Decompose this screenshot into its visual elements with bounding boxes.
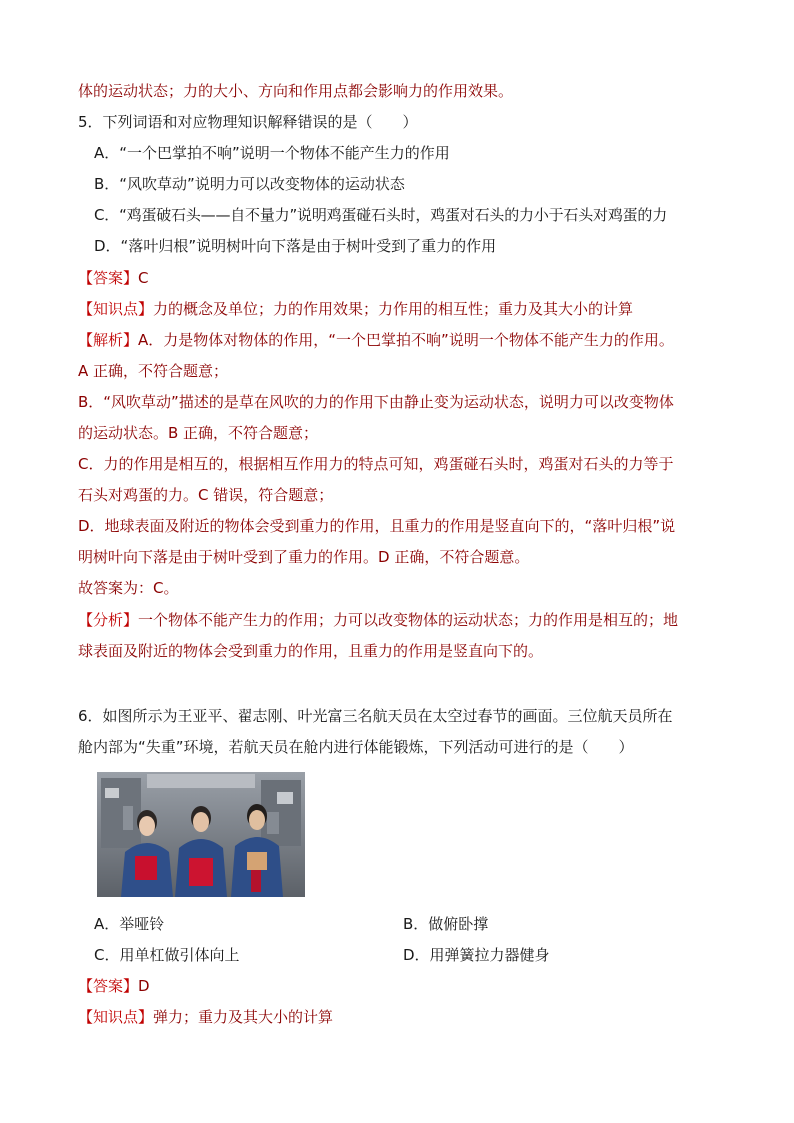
knowledge-tag: 【知识点】 bbox=[78, 1008, 154, 1026]
analysis-text: A．力是物体对物体的作用，“一个巴掌拍不响”说明一个物体不能产生力的作用。 bbox=[138, 331, 674, 349]
q5-analysis-line-3: 的运动状态。B 正确，不符合题意； bbox=[78, 424, 319, 442]
comment-tag: 【分析】 bbox=[78, 611, 139, 629]
q5-option-b: B．“风吹草动”说明力可以改变物体的运动状态 bbox=[94, 175, 405, 193]
q5-analysis-line-5: 石头对鸡蛋的力。C 错误，符合题意； bbox=[78, 486, 334, 504]
analysis-tag: 【解析】 bbox=[78, 331, 139, 349]
q5-stem: 5．下列词语和对应物理知识解释错误的是（ ） bbox=[78, 113, 418, 131]
q5-analysis-line-0 bbox=[78, 330, 718, 350]
q6-option-d: D．用弹簧拉力器健身 bbox=[403, 946, 550, 964]
q5-comment-line-1: 球表面及附近的物体会受到重力的作用，且重力的作用是竖直向下的。 bbox=[78, 642, 544, 660]
q6-stem-line-0: 6．如图所示为王亚平、翟志刚、叶光富三名航天员在太空过春节的画面。三位航天员所在 bbox=[78, 707, 673, 725]
intro-line: 体的运动状态；力的大小、方向和作用点都会影响力的作用效果。 bbox=[78, 82, 514, 100]
q5-final-answer: 故答案为：C。 bbox=[78, 579, 179, 597]
astronauts-photo-icon bbox=[97, 772, 305, 897]
answer-tag: 【答案】 bbox=[78, 977, 139, 995]
q6-option-c: C．用单杠做引体向上 bbox=[94, 946, 240, 964]
q5-knowledge bbox=[78, 299, 718, 319]
astronauts-photo bbox=[97, 772, 305, 897]
answer-tag: 【答案】 bbox=[78, 269, 139, 287]
answer-value: C bbox=[138, 269, 149, 287]
q6-option-a: A．举哑铃 bbox=[94, 915, 165, 933]
knowledge-value: 力的概念及单位；力的作用效果；力作用的相互性；重力及其大小的计算 bbox=[153, 300, 634, 318]
answer-value: D bbox=[138, 977, 150, 995]
comment-text: 一个物体不能产生力的作用；力可以改变物体的运动状态；力的作用是相互的；地 bbox=[138, 611, 679, 629]
q5-option-d: D．“落叶归根”说明树叶向下落是由于树叶受到了重力的作用 bbox=[94, 237, 497, 255]
knowledge-tag: 【知识点】 bbox=[78, 300, 154, 318]
q5-analysis-line-1: A 正确，不符合题意； bbox=[78, 362, 229, 380]
q5-answer bbox=[78, 268, 718, 288]
knowledge-value: 弹力；重力及其大小的计算 bbox=[153, 1008, 334, 1026]
q6-knowledge bbox=[78, 1007, 718, 1027]
q5-analysis-line-6: D．地球表面及附近的物体会受到重力的作用，且重力的作用是竖直向下的，“落叶归根”说 bbox=[78, 517, 676, 535]
q5-analysis-line-7: 明树叶向下落是由于树叶受到了重力的作用。D 正确，不符合题意。 bbox=[78, 548, 530, 566]
q5-comment-line-0 bbox=[78, 610, 718, 630]
q5-analysis-line-2: B．“风吹草动”描述的是草在风吹的力的作用下由静止变为运动状态，说明力可以改变物体 bbox=[78, 393, 674, 411]
q6-answer bbox=[78, 976, 718, 996]
q5-option-a: A．“一个巴掌拍不响”说明一个物体不能产生力的作用 bbox=[94, 144, 450, 162]
q6-option-b: B．做俯卧撑 bbox=[403, 915, 489, 933]
q5-option-c: C．“鸡蛋破石头——自不量力”说明鸡蛋碰石头时，鸡蛋对石头的力小于石头对鸡蛋的力 bbox=[94, 206, 668, 224]
q6-stem-line-1: 舱内部为“失重”环境，若航天员在舱内进行体能锻炼，下列活动可进行的是（ ） bbox=[78, 738, 634, 756]
q5-analysis-line-4: C．力的作用是相互的，根据相互作用力的特点可知，鸡蛋碰石头时，鸡蛋对石头的力等于 bbox=[78, 455, 674, 473]
